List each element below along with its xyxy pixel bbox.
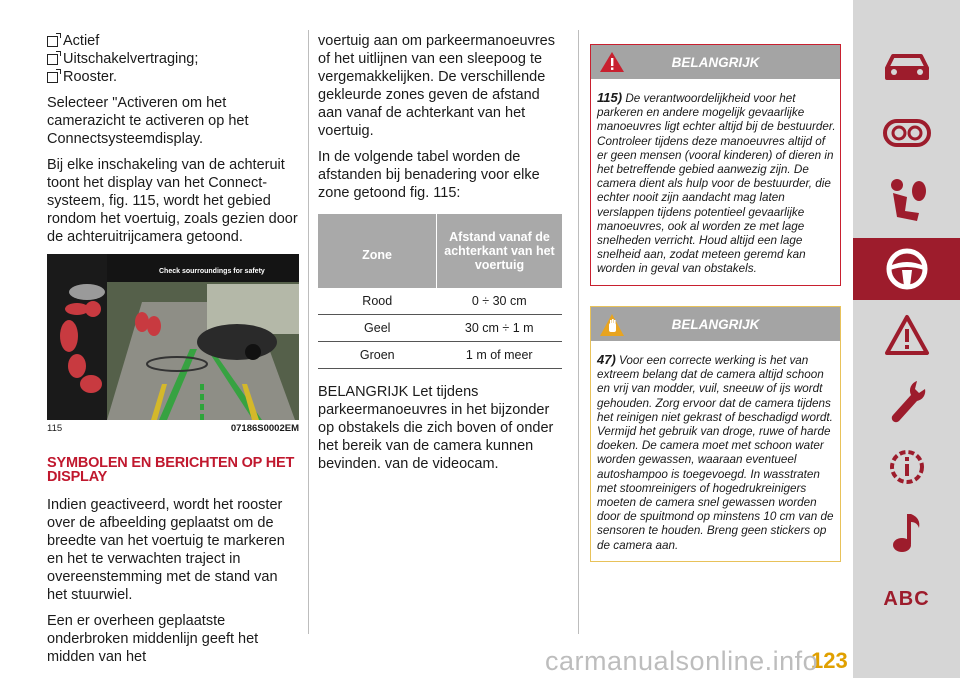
warning-body [591, 79, 840, 285]
paragraph: Bij elke inschakeling van de achteruit toont het display van het Connect-systeem, fig. 115, wordt het gebied rondom het voertuig, zoals gezien door de achteruitrijcamera getoond. [47, 157, 298, 245]
hand-caution-icon [599, 313, 625, 340]
warning-box [590, 306, 841, 562]
left-column [47, 32, 299, 674]
car-icon [881, 50, 933, 84]
checkbox-icon [47, 36, 58, 47]
distance-table [318, 214, 562, 369]
warning-text: Voor een correcte werking is het van extreem belang dat de camera altijd schoon en vrij van modder, vuil, sneeuw of ijs wordt gehouden. Zorg ervoor dat de camera tijdens het reinigen niet gekrast of beschadigd wordt. Vermijd het gebruik van droge, ruwe of harde doeken. De camera moet met schoon water worden gewassen, waaraan eventueel autoshampoo is toegevoegd. In wasstraten met stoomreinigers of hogedrukreinigers moeten de camera snel gewassen worden door de spuitmond op minstens 10 cm van de sensoren te houden. Breng geen stickers op de camera aan. [597, 354, 834, 552]
checklist-item: Rooster. [47, 68, 299, 86]
column-divider [578, 30, 579, 634]
paragraph: Selecteer "Activeren om het camerazicht te activeren op het Connectsysteemdisplay. [47, 95, 249, 147]
paragraph: voertuig aan om parkeermanoeuvres of het uitlijnen van een sleepoog te vergemakkelijken. De verschillende gekleurde zones geven de afstand aan vanaf de achterkant van het voertuig. [318, 33, 555, 139]
dashboard-icon [882, 116, 932, 150]
watermark: carmanualsonline.info [545, 646, 819, 676]
gear-info-icon [884, 444, 930, 490]
paragraph: Indien geactiveerd, wordt het rooster over de afbeelding geplaatst om de breedte van het voertuig te markeren en het te verwachten traject in overeenstemming met de stand van het stuurwiel. [47, 497, 285, 603]
column-divider [308, 30, 309, 634]
warning-triangle-icon [599, 51, 625, 76]
middle-column [318, 32, 562, 481]
table-row [318, 342, 562, 369]
warning-body [591, 341, 840, 561]
table-cell: 0 ÷ 30 cm [437, 288, 563, 315]
section-heading: SYMBOLEN EN BERICHTEN OP HET DISPLAY [47, 455, 295, 485]
checklist-item: Actief [47, 32, 299, 50]
table-header: Afstand vanaf de achterkant van het voertuig [437, 214, 563, 288]
warning-header [591, 307, 840, 341]
paragraph: BELANGRIJK Let tijdens parkeermanoeuvres in het bijzonder op obstakels die zich boven of onder het bereik van de camera kunnen bevinden. van de videocam. [318, 384, 554, 472]
warning-title: BELANGRIJK [671, 54, 760, 70]
sidebar-item-multimedia[interactable] [853, 502, 960, 564]
warning-text: De verantwoordelijkheid voor het parkeren en andere mogelijk gevaarlijke manoeuvres ligt echter altijd bij de bestuurder. Controleer tijdens deze manoeuvres altijd of er geen mensen (vooral kinderen) of dieren in het betreffende gebied aanwezig zijn. De camera dient als hulp voor de bestuurder, die echter nooit zijn aandacht mag laten verslappen tijdens potentieel gevaarlijke manoeuvres, ook al worden ze met lage snelheden verricht. Houd altijd een lage snelheid aan, zodat meteen geremd kan worden in geval van obstakels. [597, 92, 836, 276]
sidebar-item-emergency[interactable] [853, 370, 960, 432]
abc-index-icon: ABC [883, 587, 930, 610]
sidebar-item-safety[interactable] [853, 170, 960, 232]
seat-airbag-icon [885, 177, 929, 225]
figure-number: 115 [47, 423, 63, 434]
table-cell: 1 m of meer [437, 342, 563, 369]
warning-triangle-icon [884, 314, 930, 356]
warning-title: BELANGRIJK [671, 316, 760, 332]
warning-number: 115) [597, 90, 623, 105]
camera-view-image [47, 254, 299, 420]
table-cell: 30 cm ÷ 1 m [437, 315, 563, 342]
wrench-icon [887, 377, 927, 425]
sidebar-item-driving[interactable] [853, 238, 960, 300]
steering-wheel-icon [884, 246, 930, 292]
table-cell: Geel [318, 315, 437, 342]
sidebar-item-dashboard[interactable] [853, 102, 960, 164]
warning-box [590, 44, 841, 286]
warning-header [591, 45, 840, 79]
sidebar-item-car[interactable] [853, 36, 960, 98]
checklist-item: Uitschakelvertraging; [47, 50, 299, 68]
sidebar-item-service[interactable] [853, 436, 960, 498]
table-row [318, 288, 562, 315]
camera-overlay-message: Check sourroundings for safety [159, 268, 265, 275]
rear-camera-figure [47, 254, 299, 420]
table-cell: Rood [318, 288, 437, 315]
figure-caption [47, 423, 299, 434]
table-header-row [318, 214, 562, 288]
checkbox-icon [47, 72, 58, 83]
chapter-sidebar [853, 0, 960, 678]
table-header: Zone [318, 214, 437, 288]
table-row [318, 315, 562, 342]
paragraph: In de volgende tabel worden de afstanden bij benadering voor elke zone getoond fig. 115: [318, 149, 540, 201]
figure-code: 07186S0002EM [230, 423, 299, 434]
sidebar-item-index[interactable] [853, 568, 960, 630]
sidebar-item-warnings[interactable] [853, 304, 960, 366]
checkbox-icon [47, 54, 58, 65]
paragraph: Een er overheen geplaatste onderbroken middenlijn geeft het midden van het [47, 613, 259, 665]
table-cell: Groen [318, 342, 437, 369]
warning-number: 47) [597, 352, 616, 367]
page-number: 123 [811, 648, 848, 673]
music-note-icon [889, 510, 925, 556]
